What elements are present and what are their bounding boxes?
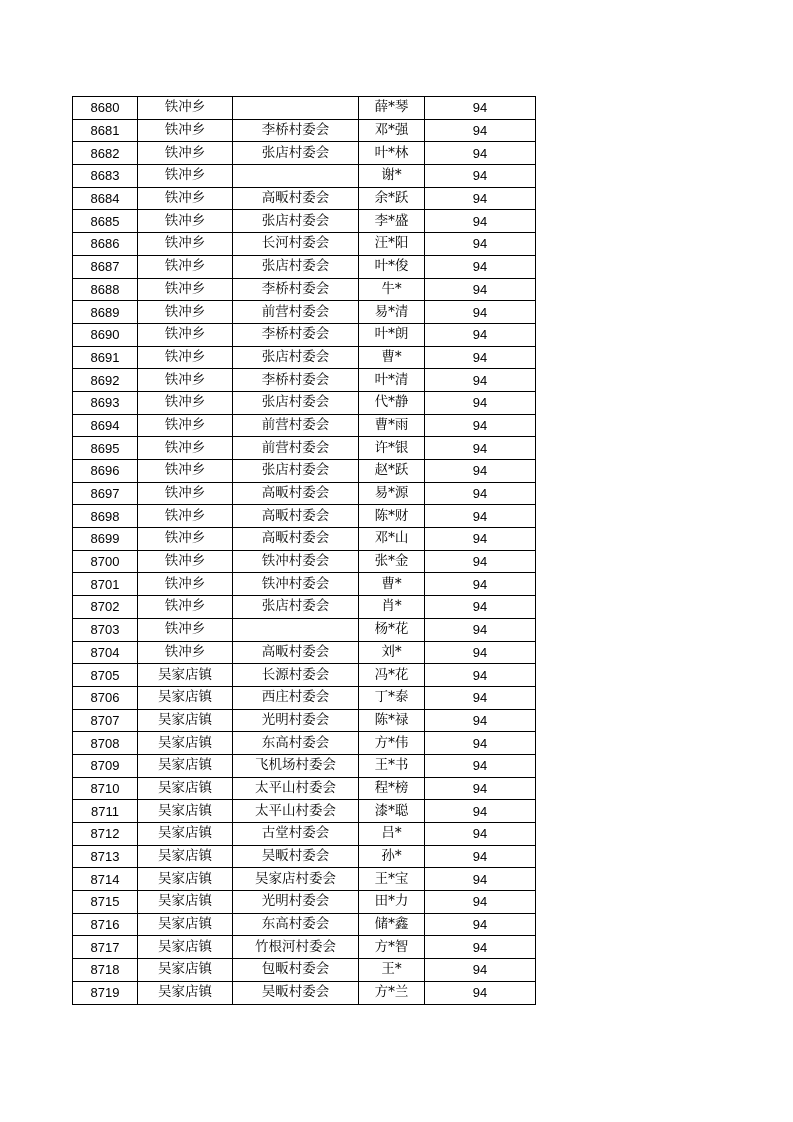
person-name-cell: 易*源 (359, 482, 425, 505)
township-cell: 吴家店镇 (138, 754, 233, 777)
township-cell: 铁冲乡 (138, 528, 233, 551)
village-committee-cell: 张店村委会 (233, 255, 359, 278)
table-row (73, 165, 536, 188)
person-name-cell: 李*盛 (359, 210, 425, 233)
row-number-cell: 8696 (73, 460, 138, 483)
score-cell: 94 (425, 550, 536, 573)
village-committee-cell: 吴畈村委会 (233, 981, 359, 1004)
person-name-cell: 储*鑫 (359, 913, 425, 936)
village-committee-cell: 李桥村委会 (233, 323, 359, 346)
village-committee-cell: 张店村委会 (233, 346, 359, 369)
township-cell: 铁冲乡 (138, 142, 233, 165)
table-row (73, 959, 536, 982)
row-number-cell: 8695 (73, 437, 138, 460)
row-number-cell: 8700 (73, 550, 138, 573)
village-committee-cell: 前营村委会 (233, 437, 359, 460)
row-number-cell: 8686 (73, 233, 138, 256)
score-cell: 94 (425, 187, 536, 210)
person-name-cell: 曹*雨 (359, 414, 425, 437)
score-cell: 94 (425, 777, 536, 800)
person-name-cell: 陈*禄 (359, 709, 425, 732)
score-cell: 94 (425, 981, 536, 1004)
row-number-cell: 8704 (73, 641, 138, 664)
row-number-cell: 8719 (73, 981, 138, 1004)
row-number-cell: 8710 (73, 777, 138, 800)
row-number-cell: 8690 (73, 323, 138, 346)
person-name-cell: 孙* (359, 845, 425, 868)
score-cell: 94 (425, 754, 536, 777)
township-cell: 铁冲乡 (138, 505, 233, 528)
score-cell: 94 (425, 369, 536, 392)
score-cell: 94 (425, 142, 536, 165)
row-number-cell: 8692 (73, 369, 138, 392)
table-row (73, 573, 536, 596)
table-row (73, 142, 536, 165)
score-cell: 94 (425, 959, 536, 982)
table-row (73, 482, 536, 505)
table-row (73, 913, 536, 936)
village-committee-cell: 包畈村委会 (233, 959, 359, 982)
township-cell: 铁冲乡 (138, 641, 233, 664)
township-cell: 吴家店镇 (138, 686, 233, 709)
person-name-cell: 吕* (359, 823, 425, 846)
person-name-cell: 杨*花 (359, 618, 425, 641)
township-cell: 吴家店镇 (138, 981, 233, 1004)
village-committee-cell: 吴畈村委会 (233, 845, 359, 868)
row-number-cell: 8715 (73, 891, 138, 914)
row-number-cell: 8683 (73, 165, 138, 188)
township-cell: 铁冲乡 (138, 233, 233, 256)
row-number-cell: 8684 (73, 187, 138, 210)
village-committee-cell: 长河村委会 (233, 233, 359, 256)
row-number-cell: 8709 (73, 754, 138, 777)
table-row (73, 641, 536, 664)
table-row (73, 255, 536, 278)
township-cell: 铁冲乡 (138, 255, 233, 278)
village-committee-cell: 长源村委会 (233, 664, 359, 687)
village-committee-cell: 高畈村委会 (233, 482, 359, 505)
score-cell: 94 (425, 868, 536, 891)
person-name-cell: 许*银 (359, 437, 425, 460)
person-name-cell: 余*跃 (359, 187, 425, 210)
score-cell: 94 (425, 800, 536, 823)
score-cell: 94 (425, 641, 536, 664)
person-name-cell: 王*书 (359, 754, 425, 777)
village-committee-cell: 张店村委会 (233, 142, 359, 165)
table-row (73, 391, 536, 414)
person-name-cell: 方*伟 (359, 732, 425, 755)
person-name-cell: 叶*俊 (359, 255, 425, 278)
score-cell: 94 (425, 437, 536, 460)
village-committee-cell: 高畈村委会 (233, 641, 359, 664)
table-row (73, 596, 536, 619)
score-cell: 94 (425, 301, 536, 324)
row-number-cell: 8701 (73, 573, 138, 596)
village-committee-cell: 张店村委会 (233, 210, 359, 233)
village-committee-cell: 飞机场村委会 (233, 754, 359, 777)
table-row (73, 686, 536, 709)
row-number-cell: 8698 (73, 505, 138, 528)
township-cell: 吴家店镇 (138, 845, 233, 868)
township-cell: 铁冲乡 (138, 414, 233, 437)
table-row (73, 278, 536, 301)
township-cell: 吴家店镇 (138, 913, 233, 936)
person-name-cell: 曹* (359, 573, 425, 596)
data-sheet (72, 96, 536, 1005)
township-cell: 铁冲乡 (138, 210, 233, 233)
township-cell: 铁冲乡 (138, 482, 233, 505)
score-cell: 94 (425, 97, 536, 120)
village-committee-cell: 前营村委会 (233, 301, 359, 324)
person-name-cell: 王*宝 (359, 868, 425, 891)
row-number-cell: 8689 (73, 301, 138, 324)
table-row (73, 732, 536, 755)
score-cell: 94 (425, 936, 536, 959)
table-row (73, 323, 536, 346)
table-row (73, 233, 536, 256)
row-number-cell: 8687 (73, 255, 138, 278)
township-cell: 铁冲乡 (138, 301, 233, 324)
village-committee-cell: 太平山村委会 (233, 777, 359, 800)
person-name-cell: 薛*琴 (359, 97, 425, 120)
township-cell: 吴家店镇 (138, 823, 233, 846)
township-cell: 铁冲乡 (138, 278, 233, 301)
village-committee-cell: 太平山村委会 (233, 800, 359, 823)
person-name-cell: 牛* (359, 278, 425, 301)
township-cell: 铁冲乡 (138, 550, 233, 573)
table-row (73, 664, 536, 687)
row-number-cell: 8714 (73, 868, 138, 891)
score-cell: 94 (425, 596, 536, 619)
person-name-cell: 张*金 (359, 550, 425, 573)
township-cell: 吴家店镇 (138, 891, 233, 914)
township-cell: 吴家店镇 (138, 868, 233, 891)
score-cell: 94 (425, 255, 536, 278)
village-committee-cell: 铁冲村委会 (233, 573, 359, 596)
village-committee-cell (233, 97, 359, 120)
row-number-cell: 8682 (73, 142, 138, 165)
village-committee-cell: 张店村委会 (233, 596, 359, 619)
score-cell: 94 (425, 460, 536, 483)
score-cell: 94 (425, 414, 536, 437)
score-cell: 94 (425, 278, 536, 301)
village-committee-cell: 光明村委会 (233, 709, 359, 732)
table-row (73, 800, 536, 823)
person-name-cell: 易*清 (359, 301, 425, 324)
table-row (73, 414, 536, 437)
score-cell: 94 (425, 664, 536, 687)
village-committee-cell: 吴家店村委会 (233, 868, 359, 891)
row-number-cell: 8716 (73, 913, 138, 936)
person-name-cell: 谢* (359, 165, 425, 188)
score-cell: 94 (425, 528, 536, 551)
township-cell: 铁冲乡 (138, 596, 233, 619)
person-name-cell: 程*榜 (359, 777, 425, 800)
village-committee-cell: 高畈村委会 (233, 528, 359, 551)
records-table (72, 96, 536, 1005)
township-cell: 吴家店镇 (138, 732, 233, 755)
table-row (73, 618, 536, 641)
township-cell: 铁冲乡 (138, 187, 233, 210)
row-number-cell: 8705 (73, 664, 138, 687)
row-number-cell: 8693 (73, 391, 138, 414)
person-name-cell: 邓*强 (359, 119, 425, 142)
village-committee-cell: 西庄村委会 (233, 686, 359, 709)
village-committee-cell (233, 165, 359, 188)
row-number-cell: 8694 (73, 414, 138, 437)
table-row (73, 210, 536, 233)
village-committee-cell: 竹根河村委会 (233, 936, 359, 959)
row-number-cell: 8711 (73, 800, 138, 823)
person-name-cell: 方*智 (359, 936, 425, 959)
person-name-cell: 代*静 (359, 391, 425, 414)
score-cell: 94 (425, 573, 536, 596)
table-row (73, 709, 536, 732)
township-cell: 铁冲乡 (138, 618, 233, 641)
row-number-cell: 8707 (73, 709, 138, 732)
table-row (73, 505, 536, 528)
score-cell: 94 (425, 165, 536, 188)
score-cell: 94 (425, 891, 536, 914)
row-number-cell: 8680 (73, 97, 138, 120)
score-cell: 94 (425, 210, 536, 233)
table-row (73, 981, 536, 1004)
township-cell: 吴家店镇 (138, 664, 233, 687)
person-name-cell: 冯*花 (359, 664, 425, 687)
village-committee-cell: 张店村委会 (233, 460, 359, 483)
table-row (73, 777, 536, 800)
score-cell: 94 (425, 845, 536, 868)
table-row (73, 301, 536, 324)
village-committee-cell: 李桥村委会 (233, 119, 359, 142)
person-name-cell: 叶*清 (359, 369, 425, 392)
person-name-cell: 邓*山 (359, 528, 425, 551)
table-row (73, 187, 536, 210)
village-committee-cell: 东高村委会 (233, 732, 359, 755)
row-number-cell: 8688 (73, 278, 138, 301)
score-cell: 94 (425, 618, 536, 641)
village-committee-cell: 古堂村委会 (233, 823, 359, 846)
score-cell: 94 (425, 709, 536, 732)
row-number-cell: 8718 (73, 959, 138, 982)
township-cell: 铁冲乡 (138, 437, 233, 460)
person-name-cell: 王* (359, 959, 425, 982)
person-name-cell: 肖* (359, 596, 425, 619)
records-table-body (73, 97, 536, 1005)
person-name-cell: 陈*财 (359, 505, 425, 528)
score-cell: 94 (425, 913, 536, 936)
village-committee-cell (233, 618, 359, 641)
township-cell: 铁冲乡 (138, 460, 233, 483)
table-row (73, 891, 536, 914)
table-row (73, 346, 536, 369)
table-row (73, 460, 536, 483)
person-name-cell: 赵*跃 (359, 460, 425, 483)
row-number-cell: 8702 (73, 596, 138, 619)
row-number-cell: 8706 (73, 686, 138, 709)
table-row (73, 823, 536, 846)
person-name-cell: 叶*朗 (359, 323, 425, 346)
score-cell: 94 (425, 823, 536, 846)
score-cell: 94 (425, 346, 536, 369)
person-name-cell: 方*兰 (359, 981, 425, 1004)
person-name-cell: 汪*阳 (359, 233, 425, 256)
village-committee-cell: 张店村委会 (233, 391, 359, 414)
score-cell: 94 (425, 233, 536, 256)
table-row (73, 119, 536, 142)
score-cell: 94 (425, 391, 536, 414)
township-cell: 铁冲乡 (138, 323, 233, 346)
village-committee-cell: 高畈村委会 (233, 505, 359, 528)
person-name-cell: 漆*聪 (359, 800, 425, 823)
village-committee-cell: 李桥村委会 (233, 369, 359, 392)
person-name-cell: 田*力 (359, 891, 425, 914)
township-cell: 吴家店镇 (138, 777, 233, 800)
table-row (73, 369, 536, 392)
score-cell: 94 (425, 482, 536, 505)
row-number-cell: 8691 (73, 346, 138, 369)
person-name-cell: 曹* (359, 346, 425, 369)
score-cell: 94 (425, 686, 536, 709)
row-number-cell: 8681 (73, 119, 138, 142)
table-row (73, 528, 536, 551)
village-committee-cell: 高畈村委会 (233, 187, 359, 210)
row-number-cell: 8697 (73, 482, 138, 505)
township-cell: 铁冲乡 (138, 369, 233, 392)
township-cell: 铁冲乡 (138, 119, 233, 142)
row-number-cell: 8717 (73, 936, 138, 959)
township-cell: 铁冲乡 (138, 165, 233, 188)
row-number-cell: 8699 (73, 528, 138, 551)
village-committee-cell: 前营村委会 (233, 414, 359, 437)
score-cell: 94 (425, 119, 536, 142)
village-committee-cell: 李桥村委会 (233, 278, 359, 301)
township-cell: 吴家店镇 (138, 709, 233, 732)
table-row (73, 868, 536, 891)
township-cell: 铁冲乡 (138, 391, 233, 414)
score-cell: 94 (425, 323, 536, 346)
row-number-cell: 8713 (73, 845, 138, 868)
table-row (73, 97, 536, 120)
row-number-cell: 8685 (73, 210, 138, 233)
township-cell: 吴家店镇 (138, 959, 233, 982)
score-cell: 94 (425, 505, 536, 528)
row-number-cell: 8708 (73, 732, 138, 755)
township-cell: 吴家店镇 (138, 936, 233, 959)
township-cell: 铁冲乡 (138, 346, 233, 369)
township-cell: 铁冲乡 (138, 97, 233, 120)
row-number-cell: 8712 (73, 823, 138, 846)
score-cell: 94 (425, 732, 536, 755)
row-number-cell: 8703 (73, 618, 138, 641)
village-committee-cell: 铁冲村委会 (233, 550, 359, 573)
person-name-cell: 丁*泰 (359, 686, 425, 709)
table-row (73, 845, 536, 868)
table-row (73, 550, 536, 573)
person-name-cell: 叶*林 (359, 142, 425, 165)
table-row (73, 936, 536, 959)
table-row (73, 437, 536, 460)
table-row (73, 754, 536, 777)
person-name-cell: 刘* (359, 641, 425, 664)
village-committee-cell: 光明村委会 (233, 891, 359, 914)
township-cell: 吴家店镇 (138, 800, 233, 823)
township-cell: 铁冲乡 (138, 573, 233, 596)
village-committee-cell: 东高村委会 (233, 913, 359, 936)
